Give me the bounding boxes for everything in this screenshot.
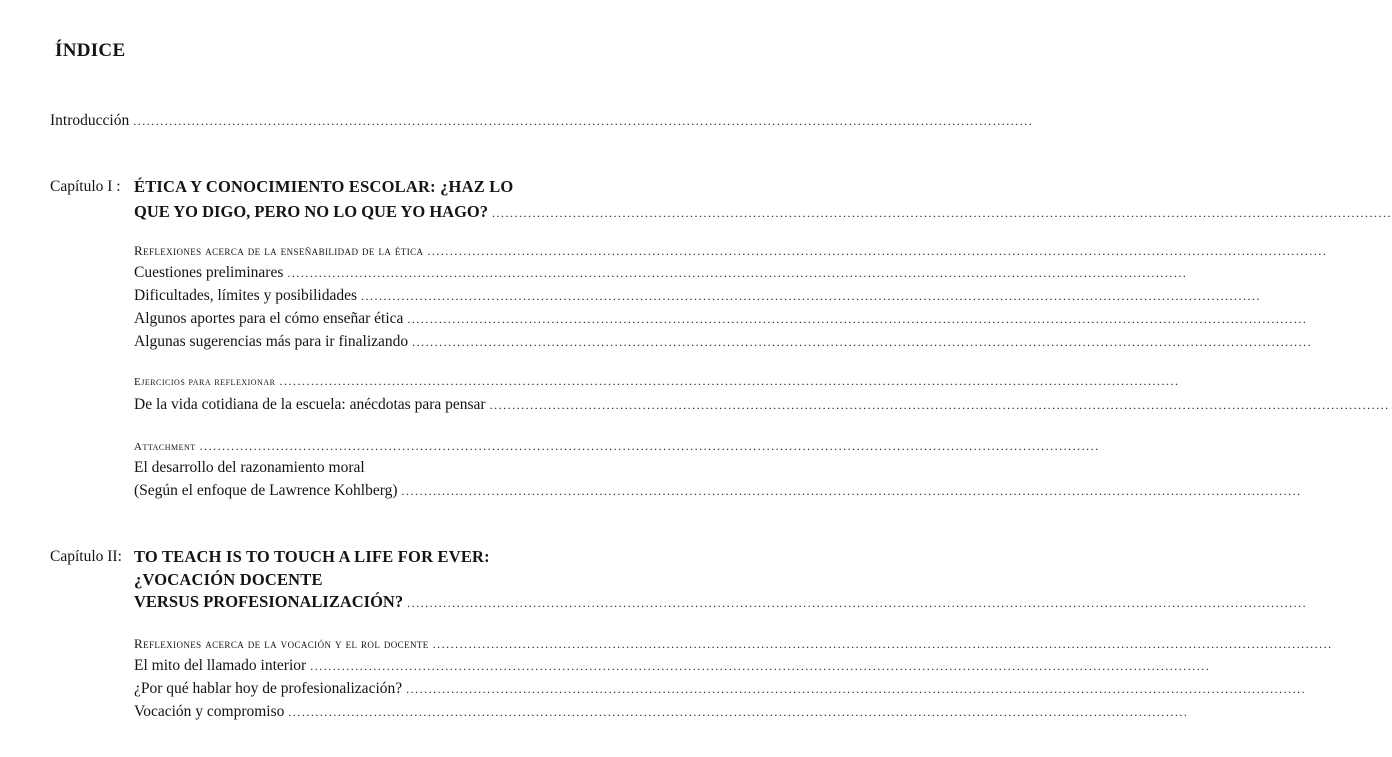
toc-entry xyxy=(134,482,1302,500)
dot-leader: ........................................................................................................................................................................................................ xyxy=(407,596,1308,610)
toc-entry-line: El desarrollo del razonamiento moral xyxy=(134,459,365,476)
toc-entry xyxy=(134,396,1390,414)
toc-entry-label: Algunas sugerencias más para ir finalizando xyxy=(134,333,409,350)
toc-entry xyxy=(134,264,1188,282)
dot-leader: ........................................................................................................................................................................................................ xyxy=(492,206,1392,220)
toc-entry xyxy=(134,287,1261,305)
chapter-1-title-line2: QUE YO DIGO, PERO NO LO QUE YO HAGO? xyxy=(134,202,489,221)
chapter-1-title-line1: ÉTICA Y CONOCIMIENTO ESCOLAR: ¿HAZ LO xyxy=(134,177,514,196)
toc-entry-label: Introducción xyxy=(50,112,130,129)
chapter-2-title-line3-row xyxy=(134,592,1308,612)
dot-leader: ........................................................................................................................................................................................................ xyxy=(427,244,1328,258)
toc-entry xyxy=(134,657,1211,675)
section-heading-label: Reflexiones acerca de la enseñabilidad de la ética xyxy=(134,243,424,258)
section-heading-attachment xyxy=(134,439,1100,454)
section-heading-label: Attachment xyxy=(134,441,196,453)
dot-leader: ........................................................................................................................................................................................................ xyxy=(279,374,1180,388)
section-heading-label: Ejercicios para reflexionar xyxy=(134,376,276,388)
dot-leader: ........................................................................................................................................................................................................ xyxy=(133,114,1034,128)
chapter-2-title-line1: TO TEACH IS TO TOUCH A LIFE FOR EVER: xyxy=(134,547,490,566)
toc-entry-introduccion xyxy=(50,112,1034,130)
section-heading-vocacion xyxy=(134,636,1333,652)
dot-leader: ........................................................................................................................................................................................................ xyxy=(489,398,1390,412)
section-heading-label: Reflexiones acerca de la vocación y el rol docente xyxy=(134,636,429,651)
dot-leader: ........................................................................................................................................................................................................ xyxy=(287,266,1188,280)
dot-leader: ........................................................................................................................................................................................................ xyxy=(361,289,1261,303)
chapter-2-title-line3: VERSUS PROFESIONALIZACIÓN? xyxy=(134,592,404,611)
dot-leader: ........................................................................................................................................................................................................ xyxy=(401,484,1302,498)
toc-entry xyxy=(134,680,1307,698)
toc-entry-label: Vocación y compromiso xyxy=(134,703,285,720)
toc-entry-label: Cuestiones preliminares xyxy=(134,264,284,281)
dot-leader: ........................................................................................................................................................................................................ xyxy=(432,637,1333,651)
toc-entry xyxy=(134,703,1189,721)
chapter-2-label: Capítulo II: xyxy=(50,548,122,565)
chapter-1-title-line2-row xyxy=(134,202,1392,222)
chapter-2-title-line2: ¿VOCACIÓN DOCENTE xyxy=(134,570,323,589)
toc-entry-label: De la vida cotidiana de la escuela: anécdotas para pensar xyxy=(134,396,486,413)
dot-leader: ........................................................................................................................................................................................................ xyxy=(288,705,1189,719)
toc-entry-label: El mito del llamado interior xyxy=(134,657,307,674)
section-heading-ensenabilidad xyxy=(134,243,1328,259)
toc-entry xyxy=(134,333,1313,351)
toc-entry xyxy=(134,310,1308,328)
dot-leader: ........................................................................................................................................................................................................ xyxy=(310,659,1211,673)
toc-entry-label: (Según el enfoque de Lawrence Kohlberg) xyxy=(134,482,398,499)
toc-entry-label: Dificultades, límites y posibilidades xyxy=(134,287,357,304)
toc-entry-label: Algunos aportes para el cómo enseñar ética xyxy=(134,310,404,327)
chapter-1-label: Capítulo I : xyxy=(50,178,121,195)
toc-entry-label: ¿Por qué hablar hoy de profesionalización? xyxy=(134,680,403,697)
index-title: ÍNDICE xyxy=(55,40,126,61)
dot-leader: ........................................................................................................................................................................................................ xyxy=(407,312,1308,326)
dot-leader: ........................................................................................................................................................................................................ xyxy=(406,682,1307,696)
dot-leader: ........................................................................................................................................................................................................ xyxy=(412,335,1313,349)
section-heading-ejercicios xyxy=(134,374,1180,389)
dot-leader: ........................................................................................................................................................................................................ xyxy=(199,439,1100,453)
